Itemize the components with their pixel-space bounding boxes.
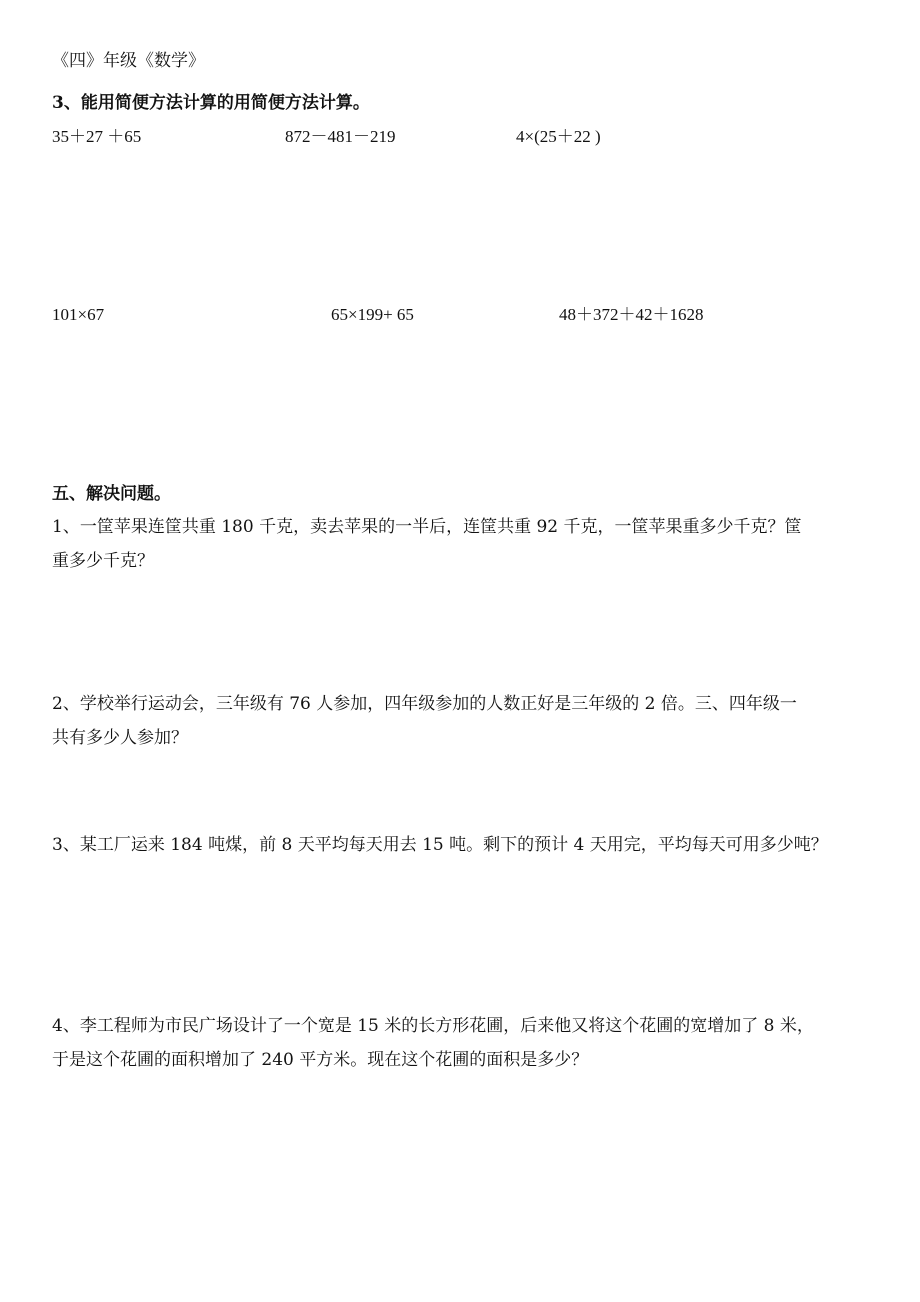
problem-3 (52, 828, 860, 862)
problem-1-line-1: 1、一筐苹果连筐共重 180 千克，卖去苹果的一半后，连筐共重 92 千克，一筐苹果重多少千克？筐 (52, 517, 802, 537)
problem-4 (52, 1009, 860, 1077)
section5-heading: 五、解决问题。 (52, 484, 171, 504)
problem-4-line-2: 于是这个花圃的面积增加了 240 平方米。现在这个花圃的面积是多少？ (52, 1050, 589, 1070)
expression-2: 872－481－219 (285, 127, 396, 146)
page-title: 《四》年级《数学》 (52, 51, 205, 71)
problem-3-line-1: 3、某工厂运来 184 吨煤，前 8 天平均每天用去 15 吨。剩下的预计 4 天用完，平均每天可用多少吨？ (52, 835, 828, 855)
problem-2-line-2: 共有多少人参加？ (52, 728, 188, 748)
problem-1 (52, 510, 860, 578)
problem-1-line-2: 重多少千克？ (52, 551, 154, 571)
expression-4: 101×67 (52, 305, 105, 324)
problem-2 (52, 687, 860, 755)
problem-2-line-1: 2、学校举行运动会，三年级有 76 人参加，四年级参加的人数正好是三年级的 2 倍。三、四年级一 (52, 694, 797, 714)
section3-heading: 3、能用简便方法计算的用简便方法计算。 (52, 93, 370, 113)
expression-6: 48＋372＋42＋1628 (559, 305, 704, 324)
expression-5: 65×199+ 65 (331, 305, 414, 324)
expression-3: 4×(25＋22 ) (516, 127, 601, 146)
problem-4-line-1: 4、李工程师为市民广场设计了一个宽是 15 米的长方形花圃，后来他又将这个花圃的宽增加了 8 米， (52, 1016, 814, 1036)
expression-1: 35＋27 ＋65 (52, 127, 142, 146)
